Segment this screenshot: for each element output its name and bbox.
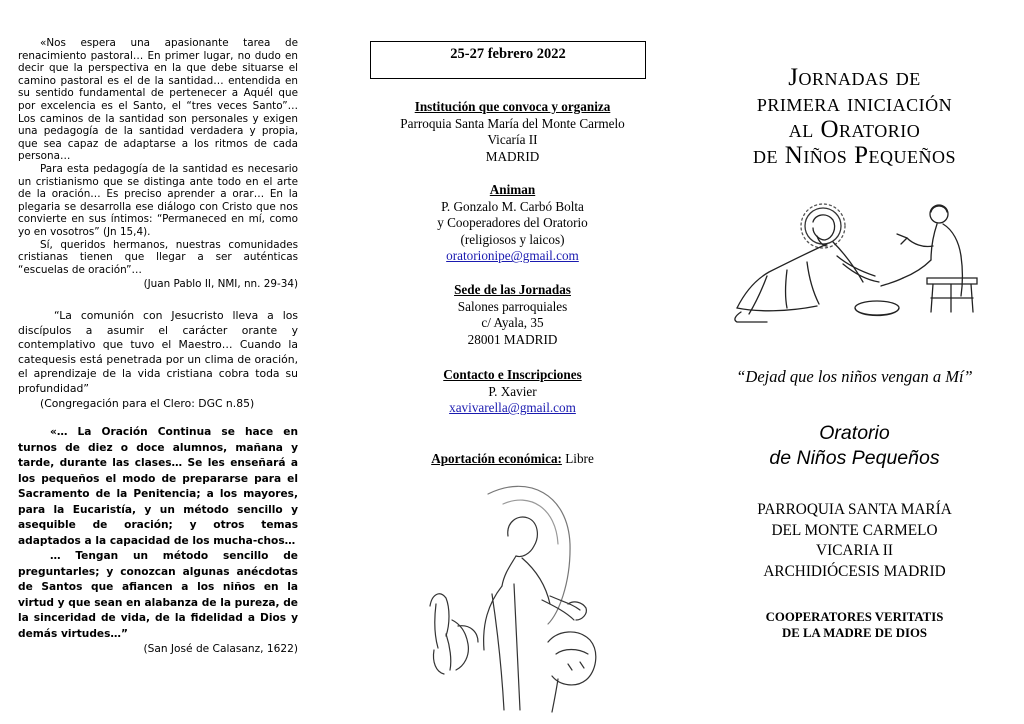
quote-paragraph: Para esta pedagogía de la santidad es necesario un cristianismo que se distinga ante todo en el arte de la oración… Es preciso aprender a orar… En la plegaria se desarrolla ese diálogo con Cristo que nos convierte en sus íntimos: “Permaneced en mí, como yo en vosotros” (Jn 15,4).: [18, 162, 298, 238]
quote-source: (San José de Calasanz, 1622): [143, 643, 298, 655]
section-line: Salones parroquiales: [457, 298, 568, 314]
contribution-label: Aportación económica:: [431, 451, 562, 466]
section-line: c/ Ayala, 35: [481, 315, 544, 331]
quote-source: (Juan Pablo II, NMI, nn. 29-34): [143, 278, 298, 291]
right-panel: [685, 0, 1024, 724]
section-line: y Cooperadores del Oratorio: [437, 215, 588, 231]
section-line: P. Gonzalo M. Carbó Bolta: [441, 198, 584, 214]
coop-line: DE LA MADRE DE DIOS: [781, 626, 928, 640]
quote-calasanz: [18, 425, 298, 658]
section-line: 28001 MADRID: [467, 331, 558, 347]
contribution-value: Libre: [561, 451, 594, 466]
section-line: P. Xavier: [488, 383, 537, 399]
left-panel: [0, 0, 340, 724]
oratorio-line: Oratorio: [819, 422, 890, 444]
email-link-contact[interactable]: xavivarella@gmail.com: [449, 400, 576, 416]
quote-congregation: [18, 309, 298, 411]
middle-panel: [340, 0, 685, 724]
coop-line: COOPERATORES VERITATIS: [765, 610, 944, 624]
section-line: Parroquia Santa María del Monte Carmelo: [400, 115, 625, 131]
quote-source: (Congregación para el Clero: DGC n.85): [40, 396, 255, 410]
parish-line: DEL MONTE CARMELO: [771, 521, 938, 539]
quote-john-paul-ii: [18, 37, 298, 291]
title-line: primera iniciación: [756, 90, 953, 117]
contribution: [340, 451, 685, 467]
quote-paragraph: Sí, queridos hermanos, nuestras comunidades cristianas tienen que llegar a ser auténticas “escuelas de oración”…: [18, 238, 298, 276]
parish-line: PARROQUIA SANTA MARÍA: [757, 501, 952, 518]
parish-info: [685, 500, 1024, 582]
section-animators: [340, 182, 685, 265]
title-line: al Oratorio: [788, 116, 921, 143]
quote-paragraph: «… La Oración Continua se hace en turnos de diez o doce alumnos, mañana y tarde, durante las clases… Se les enseñará a los pequeños el modo de prepararse para el Sacramento de la Penitencia; a los mayores, para la Eucaristía, y un método sencillo y asequible de oración; y otros temas adaptados a la capacidad de los mucha-chos…: [18, 426, 298, 547]
section-heading: Institución que convoca y organiza: [414, 99, 611, 114]
event-title: [685, 65, 1024, 169]
section-line: (religiosos y laicos): [460, 231, 565, 247]
email-link-oratorio[interactable]: oratorionipe@gmail.com: [446, 248, 579, 264]
section-line: MADRID: [485, 148, 540, 164]
oratorio-line: de Niños Pequeños: [769, 447, 940, 469]
section-heading: Sede de las Jornadas: [454, 282, 571, 297]
section-heading: Contacto e Inscripciones: [443, 367, 582, 382]
section-venue: [340, 282, 685, 348]
title-line: de Niños Pequeños: [753, 142, 956, 169]
parish-line: VICARIA II: [816, 542, 893, 559]
parish-line: ARCHIDIÓCESIS MADRID: [763, 562, 946, 580]
section-line: Vicaría II: [487, 132, 538, 148]
section-contact: [340, 367, 685, 417]
quote-text: “La comunión con Jesucristo lleva a los discípulos a asumir el carácter orante y contemplativo que tuvo el Maestro… Cuando la catequesis está penetrada por un clima de oración, el aprendizaje de la vida cristiana cobra toda su profundidad”: [18, 309, 298, 395]
motto: “Dejad que los niños vengan a Mí”: [736, 367, 973, 386]
cooperators-info: [685, 609, 1024, 641]
section-heading: Animan: [489, 182, 536, 197]
title-line: Jornadas de: [788, 64, 921, 91]
oratorio-title: [685, 421, 1024, 471]
section-organizer: [340, 99, 685, 165]
date-box: 25-27 febrero 2022: [370, 41, 646, 79]
priest-blessing-illustration: [418, 474, 608, 714]
foot-washing-illustration: [727, 200, 982, 325]
quote-paragraph: «Nos espera una apasionante tarea de renacimiento pastoral… En primer lugar, no dudo en decir que la perspectiva en la que debe situarse el camino pastoral es el de la santidad… entendida en su sentido fundamental de pertenecer a Aquél que por excelencia es el Santo, el “tres veces Santo”… Los caminos de la santidad son personales y exigen una pedagogía de la santidad verdadera y propia, que sea capaz de adaptarse a los ritmos de cada persona…: [18, 37, 298, 163]
quote-paragraph: … Tengan un método sencillo de preguntarles; y conozcan algunas anécdotas de Santos que afiancen a los niños en la virtud y que sean en alabanza de la pureza, de la sinceridad de vida, de la fidelidad a Dios y demás virtudes…”: [18, 550, 298, 640]
